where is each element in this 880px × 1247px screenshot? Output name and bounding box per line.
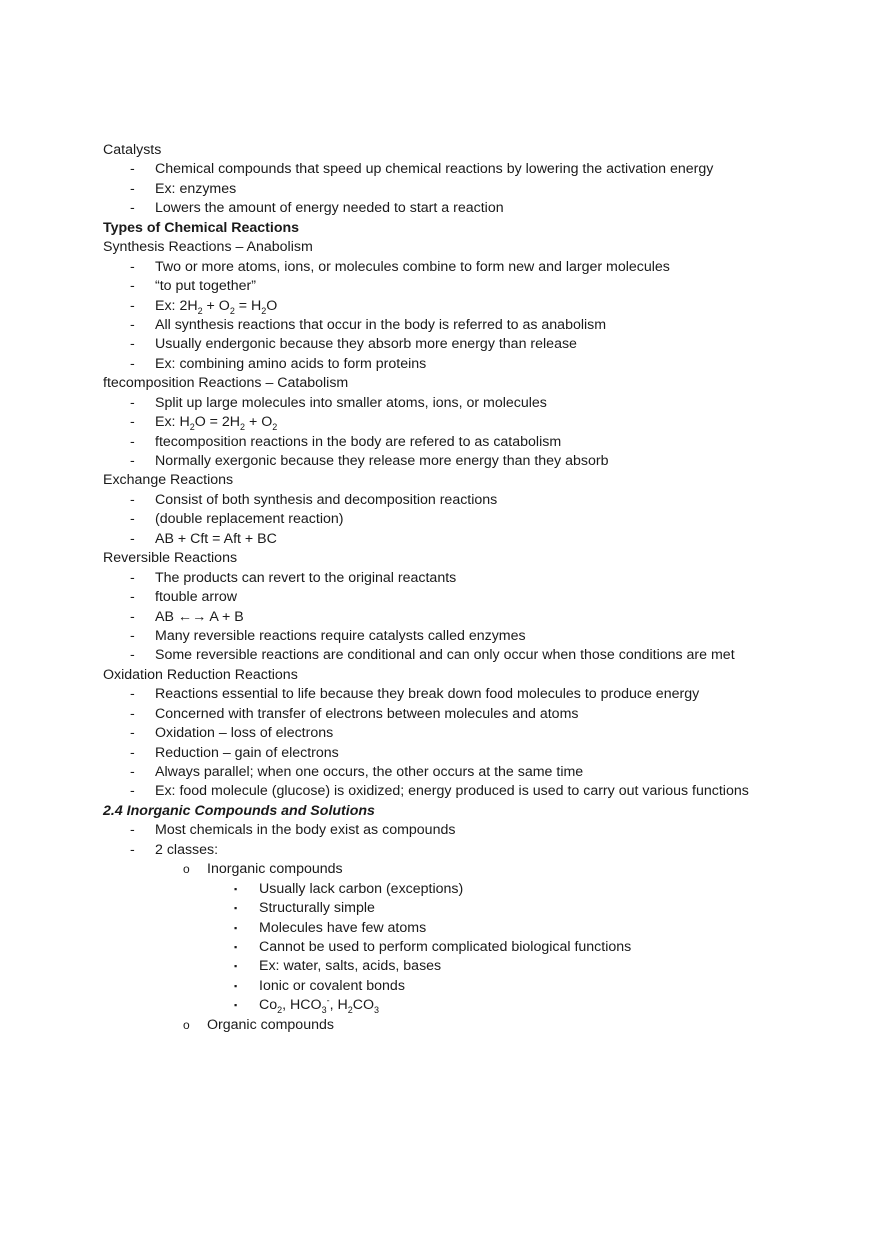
square-bullet-icon: ▪ — [234, 903, 238, 914]
dash-marker: - — [130, 433, 135, 450]
list-item: - Split up large molecules into smaller atoms, ions, or molecules — [103, 394, 803, 413]
formula-item: - Ex: $H_2O = 2H_2 + O_2$ — [130, 414, 278, 432]
square-bullet-icon: ▪ — [234, 922, 238, 933]
list-item: - Consist of both synthesis and decomposition reactions — [103, 491, 803, 510]
list-item: - The products can revert to the original reactants — [103, 569, 803, 588]
dash-marker: - — [130, 725, 135, 742]
dash-marker: - — [130, 783, 135, 800]
dash-marker: - — [130, 627, 135, 644]
list-item: - “to put together” — [103, 277, 803, 296]
synthesis-heading: Synthesis Reactions – Anabolism — [103, 239, 313, 256]
double-arrow-icon: ←→ — [177, 608, 207, 625]
list-item: - Ex: food molecule (glucose) is oxidized; energy produced is used to carry out various functions — [103, 782, 803, 801]
bullet-item: ▪ Ex: water, salts, acids, bases — [103, 957, 803, 976]
bullet-item: ▪ Molecules have few atoms — [103, 919, 803, 938]
dash-marker: - — [130, 589, 135, 606]
dash-marker: - — [130, 511, 135, 528]
circle-bullet-icon: o — [183, 1017, 190, 1032]
exchange-heading: Exchange Reactions — [103, 472, 234, 489]
list-item: - Most chemicals in the body exist as compounds — [103, 821, 803, 840]
dash-marker: - — [130, 491, 135, 508]
square-bullet-icon: ▪ — [234, 941, 238, 952]
dash-marker: - — [130, 453, 135, 469]
arrow-item: - AB ←→ A + B — [103, 608, 803, 627]
reversible-heading: Reversible Reactions — [103, 550, 238, 567]
dash-marker: - — [130, 336, 135, 353]
dash-marker: - — [130, 161, 135, 178]
bullet-item: ▪ Structurally simple — [103, 899, 803, 918]
list-item: - Usually endergonic because they absorb more energy than release — [103, 335, 803, 354]
list-item: - Some reversible reactions are conditional and can only occur when those conditions are met — [103, 646, 803, 665]
list-item: - Many reversible reactions require catalysts called enzymes — [103, 627, 803, 646]
list-item: - (double replacement reaction) — [103, 510, 803, 529]
redox-heading: Oxidation Reduction Reactions — [103, 666, 298, 683]
list-item: - Oxidation – loss of electrons — [103, 724, 803, 743]
section-heading: 2.4 Inorganic Compounds and Solutions — [103, 802, 375, 819]
square-bullet-icon: ▪ — [234, 883, 238, 894]
square-bullet-icon: ▪ — [234, 961, 238, 972]
list-item: - Lowers the amount of energy needed to start a reaction — [103, 199, 803, 218]
dash-marker: - — [130, 744, 135, 761]
dash-marker: - — [130, 180, 135, 197]
dash-marker: - — [130, 647, 135, 664]
list-item: - Ex: enzymes — [103, 180, 803, 199]
list-item: - Normally exergonic because they release more energy than they absorb — [103, 452, 803, 471]
sublist-item-inorganic: o Inorganic compounds — [103, 860, 803, 879]
formula-bullet-item: ▪ $Co_2$, $HCO_3^-$, $H_2CO_3$ — [234, 995, 380, 1016]
list-item: - AB + Cft = Aft + BC — [103, 530, 803, 549]
list-item: - Reduction – gain of electrons — [103, 744, 803, 763]
bullet-item: ▪ Usually lack carbon (exceptions) — [103, 880, 803, 899]
dash-marker: - — [130, 822, 135, 839]
document-body — [103, 141, 803, 1035]
list-item: - Always parallel; when one occurs, the other occurs at the same time — [103, 763, 803, 782]
dash-marker: - — [130, 705, 135, 722]
dash-marker: - — [130, 686, 135, 703]
formula-item: - Ex: $2H_2 + O_2 = H_2O$ — [130, 297, 278, 316]
list-item: - All synthesis reactions that occur in the body is referred to as anabolism — [103, 316, 803, 335]
list-item: - Ex: combining amino acids to form proteins — [103, 355, 803, 374]
dash-marker: - — [130, 355, 135, 372]
list-item: - ftecomposition reactions in the body are refered to as catabolism — [103, 433, 803, 452]
dash-marker: - — [130, 258, 135, 275]
dash-marker: - — [130, 569, 135, 586]
dash-marker: - — [130, 841, 135, 858]
list-item: - Two or more atoms, ions, or molecules combine to form new and larger molecules — [103, 258, 803, 277]
bullet-item: ▪ Ionic or covalent bonds — [103, 977, 803, 996]
dash-marker: - — [130, 316, 135, 333]
list-item: - 2 classes: — [103, 841, 803, 860]
dash-marker: - — [130, 200, 135, 217]
catalysts-heading: Catalysts — [103, 142, 162, 158]
circle-bullet-icon: o — [183, 862, 190, 877]
list-item: - Chemical compounds that speed up chemical reactions by lowering the activation energy — [103, 160, 803, 179]
dash-marker: - — [130, 530, 135, 547]
list-item: - ftouble arrow — [103, 588, 803, 607]
dash-marker: - — [130, 297, 135, 314]
sublist-item-organic: o Organic compounds — [103, 1016, 803, 1035]
square-bullet-icon: ▪ — [234, 1000, 238, 1011]
list-item: - Reactions essential to life because they break down food molecules to produce energy — [103, 685, 803, 704]
dash-marker: - — [130, 414, 135, 431]
decomposition-heading: ftecomposition Reactions – Catabolism — [103, 375, 349, 392]
dash-marker: - — [130, 278, 135, 295]
bullet-item: ▪ Cannot be used to perform complicated biological functions — [103, 938, 803, 957]
dash-marker: - — [130, 394, 135, 411]
types-heading: Types of Chemical Reactions — [103, 219, 300, 236]
list-item: - Concerned with transfer of electrons between molecules and atoms — [103, 705, 803, 724]
square-bullet-icon: ▪ — [234, 980, 238, 991]
dash-marker: - — [130, 764, 135, 780]
dash-marker: - — [130, 608, 135, 625]
